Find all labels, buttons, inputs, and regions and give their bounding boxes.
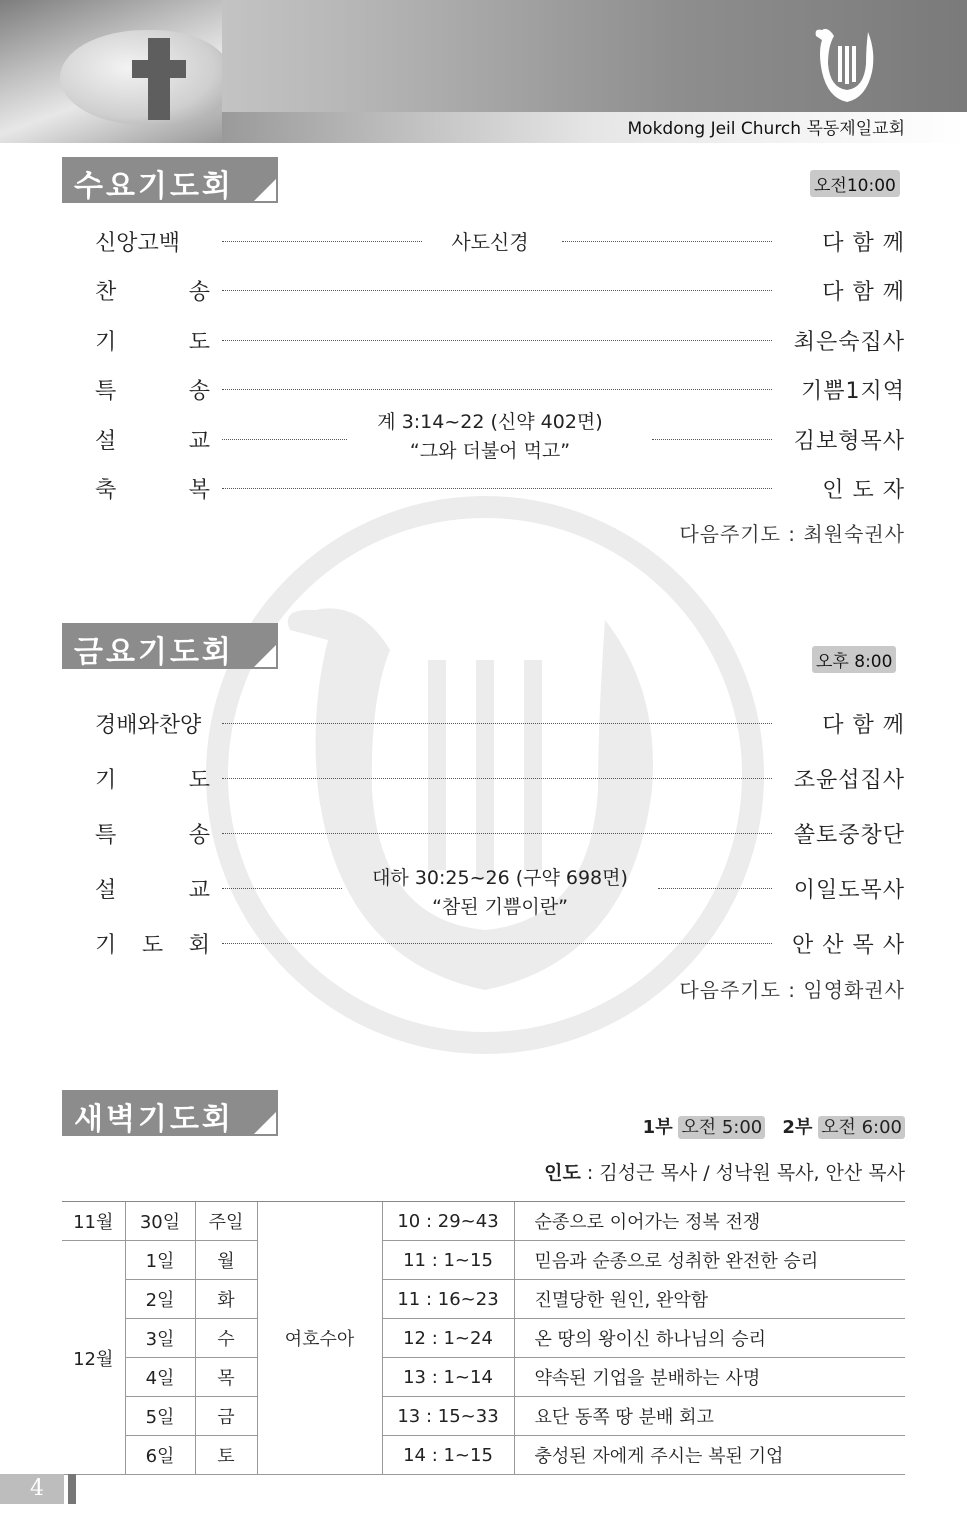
page-number: 4: [0, 1474, 64, 1504]
order-person: 인 도 자: [822, 478, 905, 503]
book-cell: 여호수아: [257, 1202, 382, 1475]
fri-row-special: [95, 818, 905, 848]
table-row: 4일 목 13 : 1~14 약속된 기업을 분배하는 사명: [62, 1358, 905, 1397]
dawn-times: 1부 오전 5:00 2부 오전 6:00: [640, 1113, 905, 1139]
wed-row-hymn: [95, 275, 905, 305]
sermon-reference: 대하 30:25~26 (구약 698면): [372, 867, 628, 889]
order-person: 안 산 목 사: [792, 933, 905, 958]
order-label: 찬 송: [95, 280, 210, 305]
table-row: 2일 화 11 : 16~23 진멸당한 원인, 완악함: [62, 1280, 905, 1319]
dawn-schedule-table: [62, 1201, 905, 1475]
lyre-logo-icon: [812, 22, 882, 104]
page-number-bar: [68, 1474, 76, 1504]
order-label: 특 송: [95, 823, 210, 848]
wed-sermon-info: [350, 408, 630, 466]
order-person: 최은숙집사: [793, 330, 905, 355]
order-label: 기 도 회: [95, 933, 210, 958]
sermon-reference: 계 3:14~22 (신약 402면): [377, 411, 603, 433]
order-person: 이일도목사: [793, 878, 905, 903]
order-label: 설 교: [95, 878, 210, 903]
fri-row-prayer: [95, 763, 905, 793]
wed-row-creed: [95, 226, 905, 256]
order-person: 기쁨1지역: [800, 379, 905, 404]
order-person: 조윤섭집사: [793, 768, 905, 793]
dawn-section-title: 새벽기도회: [62, 1090, 278, 1136]
creed-name: 사도신경: [451, 230, 529, 254]
month-cell: 12월: [62, 1241, 125, 1475]
order-label: 축 복: [95, 478, 210, 503]
order-label: 설 교: [95, 429, 210, 454]
table-row: 12월 1일 월 11 : 1~15 믿음과 순종으로 성취한 완전한 승리: [62, 1241, 905, 1280]
wednesday-time: 오전10:00: [810, 170, 900, 197]
church-name: Mokdong Jeil Church 목동제일교회: [627, 119, 905, 139]
wed-row-prayer: [95, 325, 905, 355]
dawn-leaders: 인도 : 김성근 목사 / 성낙원 목사, 안산 목사: [544, 1162, 905, 1184]
sermon-title: “참된 기쁨이란”: [432, 896, 568, 918]
wed-next-prayer: 다음주기도 : 최원숙권사: [679, 522, 905, 546]
praying-hands-photo: [0, 0, 222, 143]
fri-row-worship: [95, 708, 905, 738]
fri-row-prayer-meeting: [95, 928, 905, 958]
friday-time: 오후 8:00: [812, 646, 896, 673]
order-label: 기 도: [95, 330, 210, 355]
table-row: 11월 30일 주일 여호수아 10 : 29~43 순종으로 이어가는 정복 전쟁: [62, 1202, 905, 1241]
order-person: 다 함 께: [822, 713, 905, 738]
month-cell: 11월: [62, 1202, 125, 1241]
cross-icon: [148, 38, 170, 120]
wed-row-special: [95, 374, 905, 404]
fri-sermon-info: [345, 864, 655, 922]
order-person: 김보형목사: [793, 429, 905, 454]
table-row: 5일 금 13 : 15~33 요단 동쪽 땅 분배 회고: [62, 1397, 905, 1436]
wed-row-blessing: [95, 473, 905, 503]
table-row: 6일 토 14 : 1~15 충성된 자에게 주시는 복된 기업: [62, 1436, 905, 1475]
table-row: 3일 수 12 : 1~24 온 땅의 왕이신 하나님의 승리: [62, 1319, 905, 1358]
order-label: 경배와찬양: [95, 713, 202, 738]
wednesday-section-title: 수요기도회: [62, 157, 278, 203]
sermon-title: “그와 더불어 먹고”: [409, 440, 571, 462]
order-label: 특 송: [95, 379, 210, 404]
fri-next-prayer: 다음주기도 : 임영화권사: [679, 978, 905, 1002]
order-person: 다 함 께: [822, 231, 905, 256]
order-label: 기 도: [95, 768, 210, 793]
friday-section-title: 금요기도회: [62, 623, 278, 669]
order-person: 다 함 께: [822, 280, 905, 305]
order-label: 신앙고백: [95, 231, 181, 256]
order-person: 쏠토중창단: [793, 823, 905, 848]
cross-bar: [132, 60, 186, 78]
